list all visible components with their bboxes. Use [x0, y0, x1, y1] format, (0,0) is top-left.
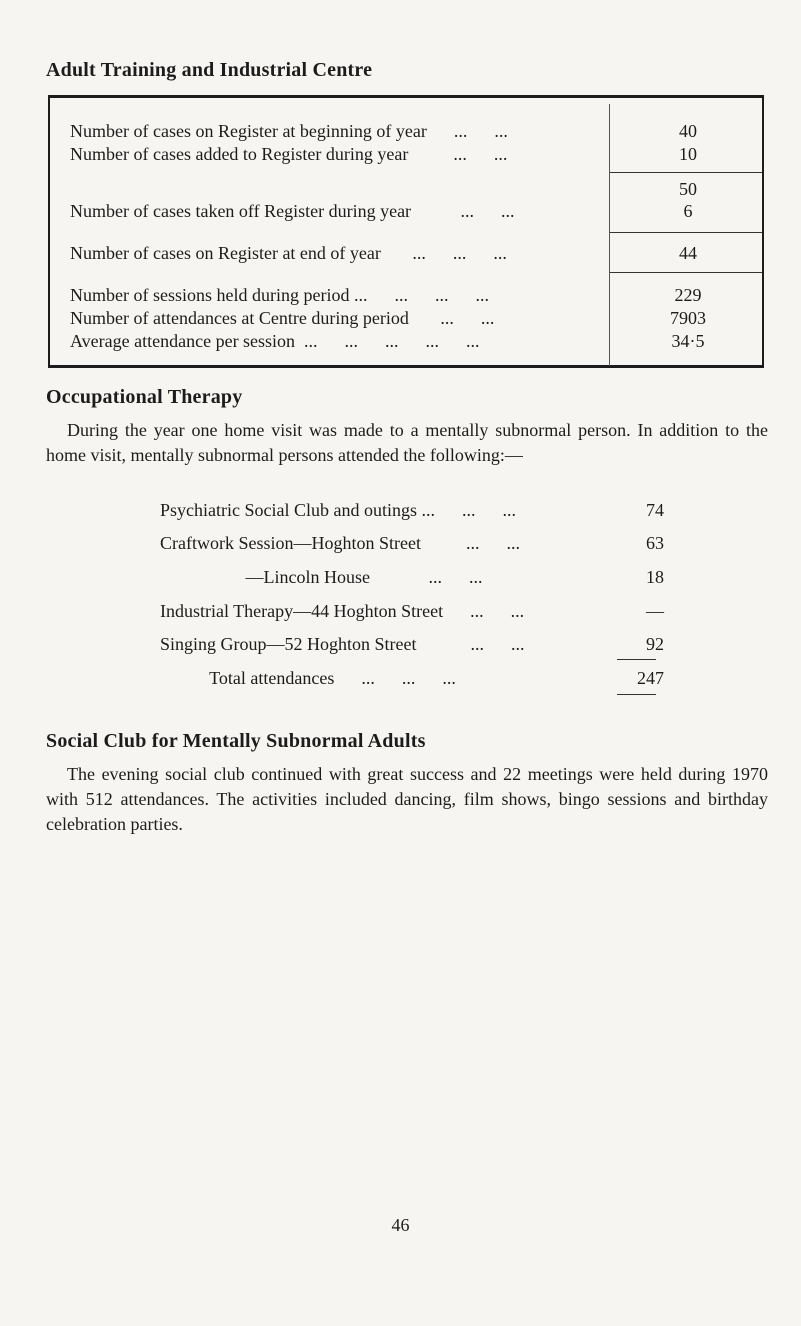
list-item-label: Industrial Therapy—44 Hoghton Street ... ...: [160, 601, 525, 621]
table-row-value: 10: [679, 144, 697, 164]
section-title-social-club: Social Club for Mentally Subnormal Adults: [46, 730, 426, 752]
list-item-label: Craftwork Session—Hoghton Street ... ...: [160, 533, 520, 553]
social-club-paragraph: [46, 762, 768, 837]
table-row-value: 40: [679, 121, 697, 141]
table-row-label: Number of cases on Register at end of year ... ... ...: [70, 243, 507, 263]
table-row-label: Number of cases added to Register during year ... ...: [70, 144, 508, 164]
table-row-value: 7903: [670, 308, 706, 328]
list-item-label: —Lincoln House ... ...: [160, 567, 483, 587]
paragraph-text: The evening social club continued with great success and 22 meetings were held during 1970 with 512 attendances. The activities included dancing, film shows, bingo sessions and birthday celebration parties.: [46, 764, 768, 834]
table-row-value: 44: [679, 243, 697, 263]
list-item-label: Singing Group—52 Hoghton Street ... ...: [160, 634, 525, 654]
table-row-label: Number of cases taken off Register during year ... ...: [70, 201, 515, 221]
section-rule: [610, 272, 762, 273]
section-title-adult-training: Adult Training and Industrial Centre: [46, 59, 373, 81]
table-row-label: Average attendance per session ... ... ... ... ...: [70, 331, 480, 351]
list-item-value: —: [646, 601, 664, 621]
subtotal-rule: [610, 172, 762, 173]
table-row-value: 229: [674, 285, 702, 305]
total-rule-top: [617, 659, 656, 660]
section-title-occupational-therapy: Occupational Therapy: [46, 386, 243, 408]
total-label: Total attendances ... ... ...: [160, 668, 456, 688]
total-rule: [610, 232, 762, 233]
page-number: 46: [391, 1215, 410, 1235]
table-row-value: 34·5: [671, 331, 705, 351]
table-column-divider: [609, 104, 610, 366]
total-rule-bottom: [617, 694, 656, 695]
list-item-label: Psychiatric Social Club and outings ... ... ...: [160, 500, 516, 520]
table-row-value: 50: [679, 179, 697, 199]
table-row-label: Number of cases on Register at beginning of year ... ...: [70, 121, 508, 141]
table-row-label: Number of attendances at Centre during period ... ...: [70, 308, 495, 328]
total-value: 247: [637, 668, 664, 688]
paragraph-text: During the year one home visit was made to a mentally subnormal person. In addition to the home visit, mentally subnormal persons attended the following:—: [46, 420, 768, 465]
table-row-label: Number of sessions held during period ... ... ... ...: [70, 285, 489, 305]
table-row-value: 6: [683, 201, 693, 221]
list-item-value: 92: [646, 634, 664, 654]
occupational-therapy-paragraph: [46, 418, 768, 468]
list-item-value: 74: [646, 500, 664, 520]
list-item-value: 18: [646, 567, 664, 587]
list-item-value: 63: [646, 533, 664, 553]
